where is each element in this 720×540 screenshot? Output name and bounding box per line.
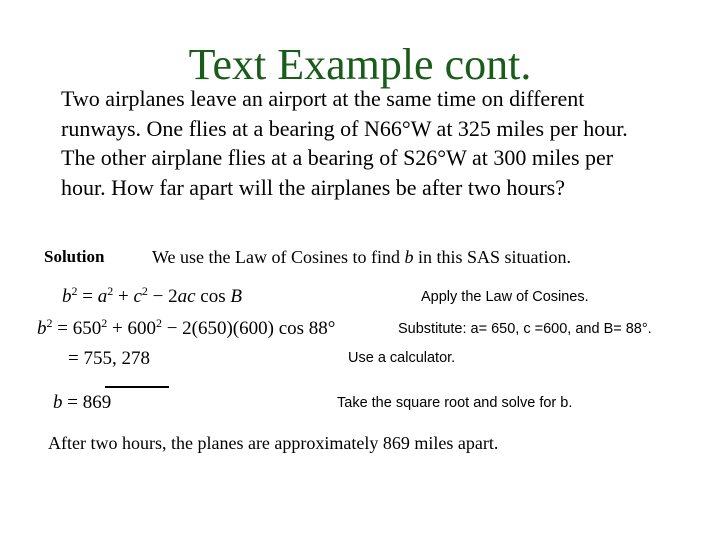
eq4-value: = 869	[67, 392, 112, 413]
slide-title: Text Example cont.	[188, 40, 532, 89]
step-note-2: Substitute: a= 650, c =600, and B= 88°.	[398, 321, 652, 337]
equation-law-of-cosines: $b^2 = a^2 + c^2 - 2ac$ cos B	[62, 284, 242, 307]
underline-mark	[105, 386, 169, 388]
eq2-a-value: 650	[72, 318, 102, 339]
equation-result: b = 869	[53, 392, 112, 413]
step-note-4: Take the square root and solve for b.	[337, 395, 573, 411]
solution-intro	[152, 247, 571, 268]
solution-intro-before: We use the Law of Cosines to find	[152, 247, 405, 267]
solution-intro-after: in this SAS situation.	[413, 247, 572, 267]
step-note-3: Use a calculator.	[348, 350, 456, 366]
equation-calculated: = 755, 278	[68, 348, 150, 369]
equation-substitution: $b^2 = 650^2 + 600^2 - 2(650)(600)$ cos 88°	[37, 316, 336, 339]
solution-label: Solution	[44, 247, 105, 266]
step-note-1: Apply the Law of Cosines.	[421, 289, 589, 305]
eq2-c-value: 600	[127, 318, 156, 339]
problem-statement: Two airplanes leave an airport at the same time on different runways. One flies at a bearing of N66°W at 325 miles per hour. The other airplane flies at a bearing of S26°W at 300 miles per hour. How far apart will the airplanes be after two hours?	[61, 86, 628, 200]
solution-intro-variable: b	[404, 247, 414, 267]
conclusion: After two hours, the planes are approximately 869 miles apart.	[48, 433, 499, 453]
eq2-tail: − 2(650)(600) cos 88°	[166, 318, 336, 339]
